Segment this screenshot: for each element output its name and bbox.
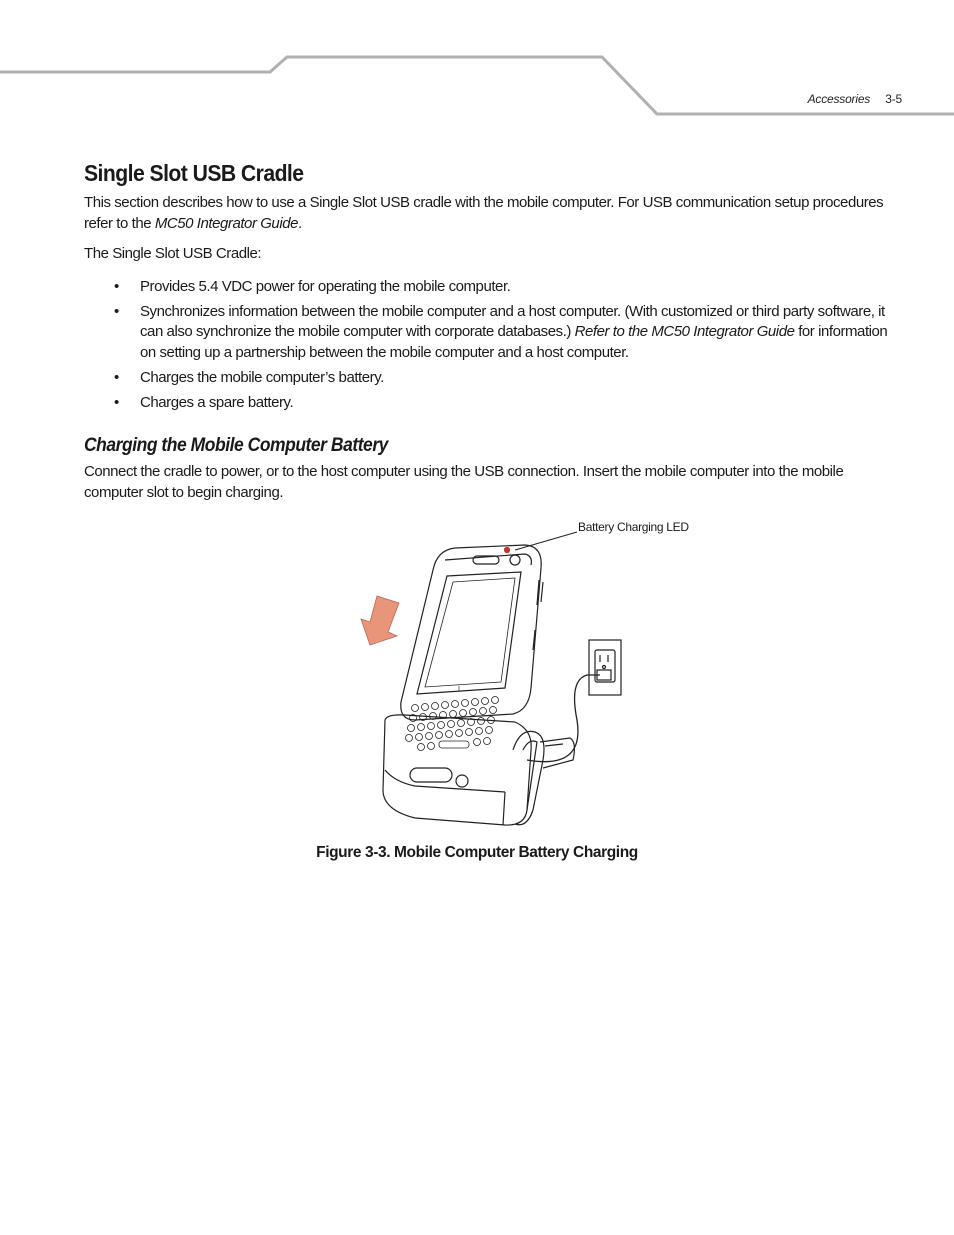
- header-rule: [0, 50, 954, 120]
- intro-paragraph: This section describes how to use a Single Slot USB cradle with the mobile computer. For USB communication setup procedures refer to the MC50 Integrator Guide.: [84, 194, 884, 232]
- feature-list: [84, 277, 899, 414]
- figure-caption: Figure 3-3. Mobile Computer Battery Charging: [316, 844, 638, 861]
- list-item: • Synchronizes information between the mobile computer and a host computer. (With customized or third party software, it can also synchronize the mobile computer with corporate databases.) Refer to the MC50 Integrator Guide for information on setting up a partnership between the mobile computer and a host computer.: [114, 302, 888, 361]
- running-head: [808, 92, 902, 106]
- list-item: • Charges the mobile computer’s battery.: [114, 368, 384, 386]
- section-heading: Single Slot USB Cradle: [84, 160, 304, 186]
- page-content: [84, 160, 899, 513]
- page-number: 3-5: [885, 92, 902, 106]
- subsection-heading: Charging the Mobile Computer Battery: [84, 435, 388, 456]
- lead-in: The Single Slot USB Cradle:: [84, 245, 262, 262]
- insertion-arrow: [361, 596, 399, 645]
- charging-paragraph: Connect the cradle to power, or to the host computer using the USB connection. Insert the mobile computer into the mobile computer slot to begin charging.: [84, 463, 844, 501]
- list-item: • Charges a spare battery.: [114, 393, 294, 411]
- led-callout-label: Battery Charging LED: [578, 520, 689, 534]
- list-item: • Provides 5.4 VDC power for operating the mobile computer.: [114, 277, 511, 295]
- integrator-guide-ref: Refer to the MC50 Integrator Guide: [574, 323, 795, 340]
- running-head-section: Accessories: [807, 92, 871, 106]
- cradle-illustration: [355, 510, 715, 835]
- integrator-guide-ref: MC50 Integrator Guide: [154, 214, 298, 232]
